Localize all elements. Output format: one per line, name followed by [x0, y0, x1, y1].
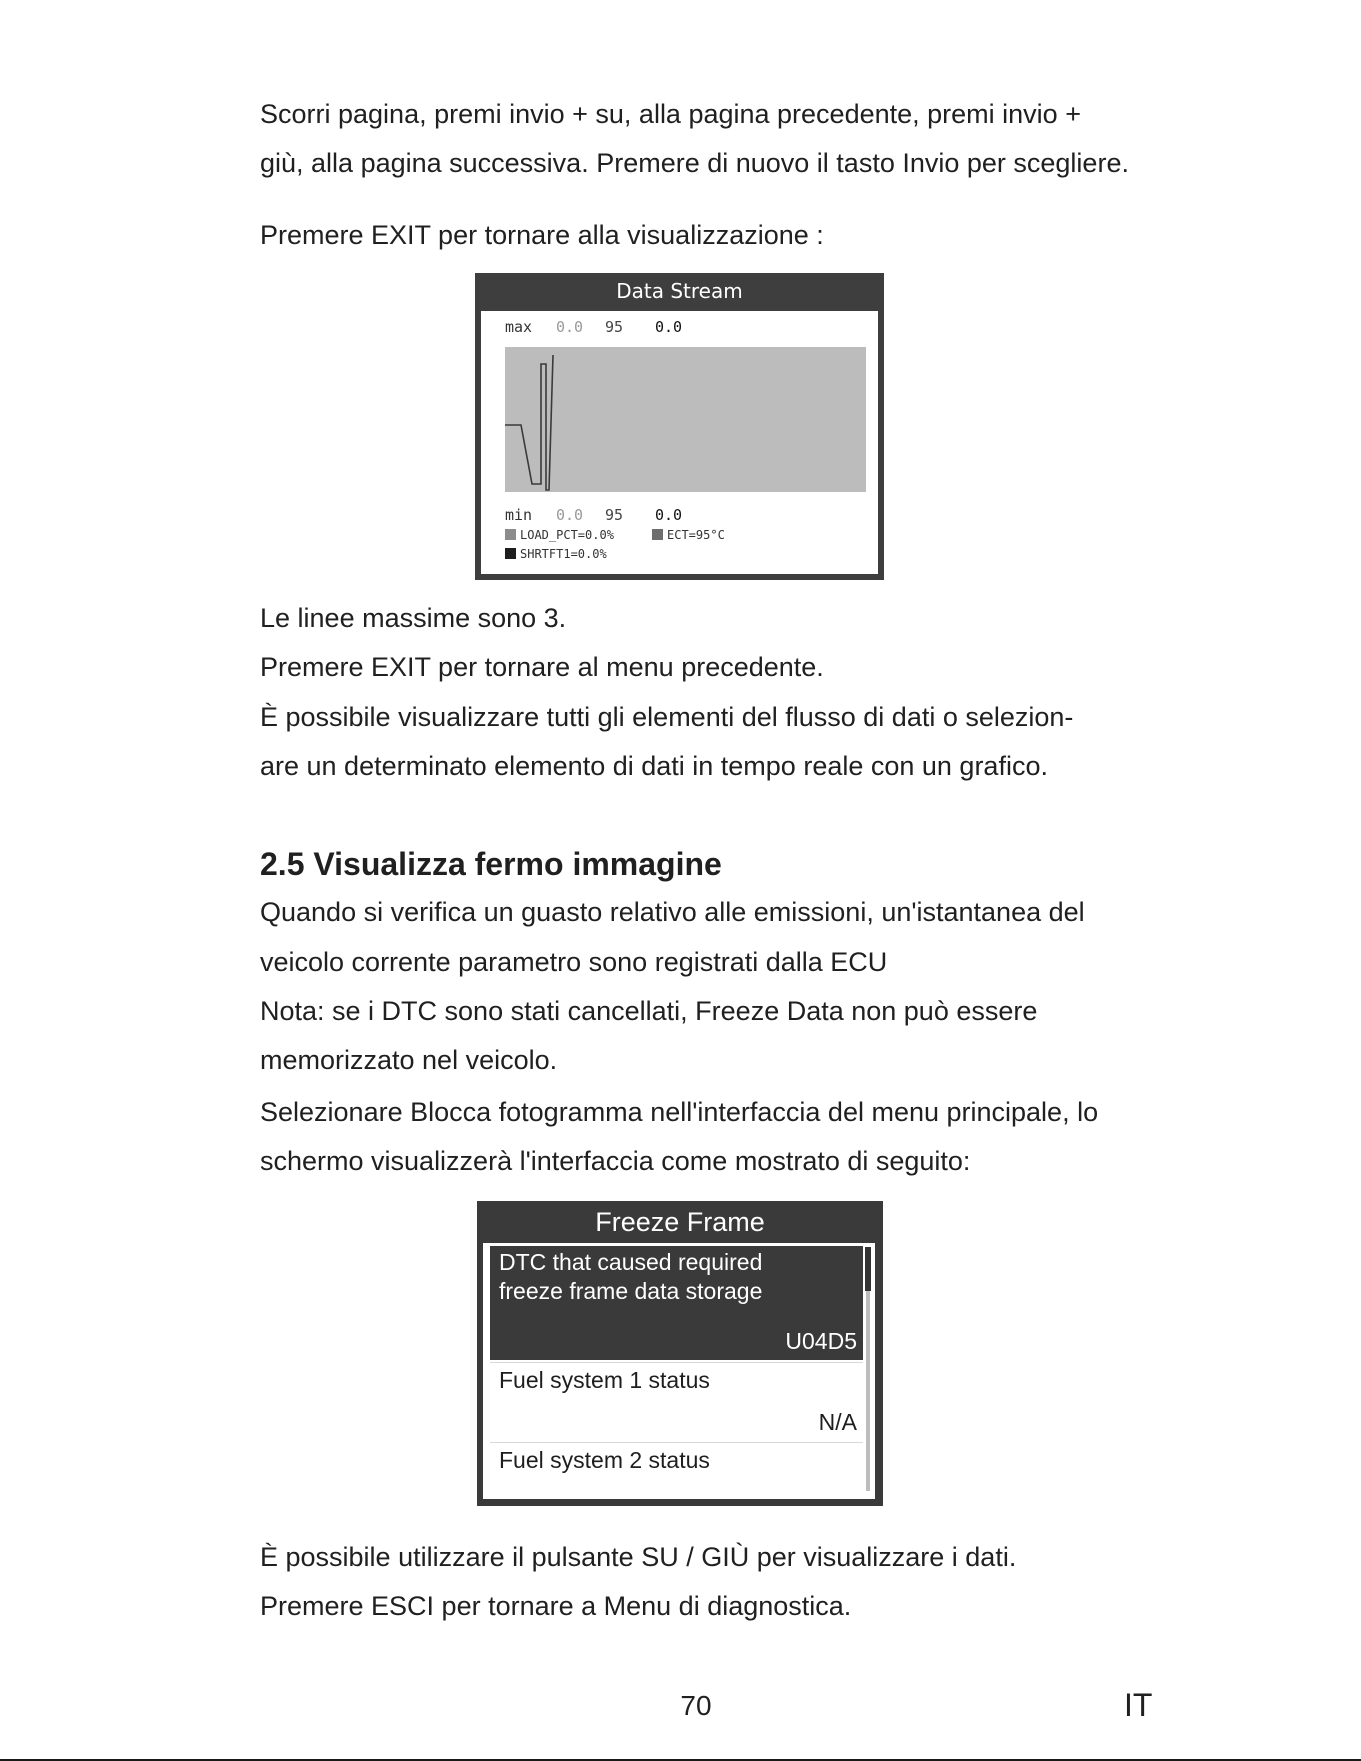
freeze-frame-item-name: Fuel system 2 status	[499, 1447, 710, 1473]
legend-ect	[652, 527, 725, 543]
min-label: min	[505, 506, 533, 524]
data-stream-title: Data Stream	[616, 279, 743, 303]
data-stream-trace	[505, 347, 866, 492]
paragraph-scroll-line-1: Scorri pagina, premi invio + su, alla pagina precedente, premi invio +	[260, 99, 1081, 129]
paragraph-updown: È possibile utilizzare il pulsante SU / GIÙ per visualizzare i dati.	[260, 1542, 1017, 1572]
max-value-3: 0.0	[655, 318, 683, 336]
legend-swatch	[652, 529, 663, 540]
legend-load-pct-label: LOAD_PCT=0.0%	[520, 528, 614, 542]
legend-ect-label: ECT=95°C	[667, 528, 725, 542]
min-value-3: 0.0	[655, 506, 683, 524]
min-value-1: 0.0	[556, 506, 584, 524]
max-value-2: 95	[605, 318, 624, 336]
legend-swatch	[505, 548, 516, 559]
max-label: max	[505, 318, 533, 336]
data-stream-body	[481, 311, 878, 574]
paragraph-max-lines: Le linee massime sono 3.	[260, 603, 567, 633]
list-divider	[490, 1442, 863, 1443]
freeze-frame-item-name	[499, 1248, 829, 1306]
paragraph-scroll-line-2: giù, alla pagina successiva. Premere di nuovo il tasto Invio per scegliere.	[260, 148, 1129, 178]
freeze-frame-item-value: U04D5	[785, 1328, 857, 1354]
legend-shrtft1	[505, 546, 607, 562]
section-heading: 2.5 Visualizza fermo immagine	[260, 846, 722, 882]
paragraph-view-all-2: are un determinato elemento di dati in tempo reale con un grafico.	[260, 751, 1048, 781]
item-name-line-1: DTC that caused required	[499, 1249, 763, 1275]
section-line: Quando si verifica un guasto relativo alle emissioni, un'istantanea del	[260, 897, 1085, 927]
language-code: IT	[1124, 1687, 1153, 1723]
legend-shrtft1-label: SHRTFT1=0.0%	[520, 547, 607, 561]
section-line: Nota: se i DTC sono stati cancellati, Freeze Data non può essere	[260, 996, 1038, 1026]
data-stream-plot	[505, 347, 866, 492]
paragraph-view-all-1: È possibile visualizzare tutti gli elementi del flusso di dati o selezion-	[260, 702, 1074, 732]
freeze-frame-title: Freeze Frame	[595, 1207, 765, 1237]
freeze-frame-item-fuel-1[interactable]	[490, 1364, 863, 1441]
freeze-frame-list	[483, 1243, 875, 1499]
freeze-frame-item-value: N/A	[818, 1409, 857, 1435]
freeze-frame-item-name: Fuel system 1 status	[499, 1367, 710, 1393]
freeze-frame-screen	[477, 1201, 883, 1506]
list-divider	[490, 1362, 863, 1363]
section-line: memorizzato nel veicolo.	[260, 1045, 558, 1075]
section-line: schermo visualizzerà l'interfaccia come mostrato di seguito:	[260, 1146, 971, 1176]
min-value-2: 95	[605, 506, 624, 524]
max-value-1: 0.0	[556, 318, 584, 336]
page-number: 70	[680, 1690, 712, 1721]
legend-swatch	[505, 529, 516, 540]
freeze-frame-item-fuel-2[interactable]	[490, 1444, 863, 1494]
freeze-frame-item-dtc[interactable]	[490, 1246, 863, 1360]
paragraph-exit-prev: Premere EXIT per tornare al menu precedente.	[260, 652, 824, 682]
item-name-line-2: freeze frame data storage	[499, 1278, 763, 1304]
scrollbar-thumb[interactable]	[865, 1247, 871, 1291]
data-stream-screen	[475, 273, 884, 580]
section-line: Selezionare Blocca fotogramma nell'interfaccia del menu principale, lo	[260, 1097, 1099, 1127]
paragraph-exit-diag: Premere ESCI per tornare a Menu di diagnostica.	[260, 1591, 852, 1621]
section-line: veicolo corrente parametro sono registrati dalla ECU	[260, 947, 888, 977]
legend-load-pct	[505, 527, 614, 543]
paragraph-exit-view: Premere EXIT per tornare alla visualizzazione :	[260, 220, 824, 250]
